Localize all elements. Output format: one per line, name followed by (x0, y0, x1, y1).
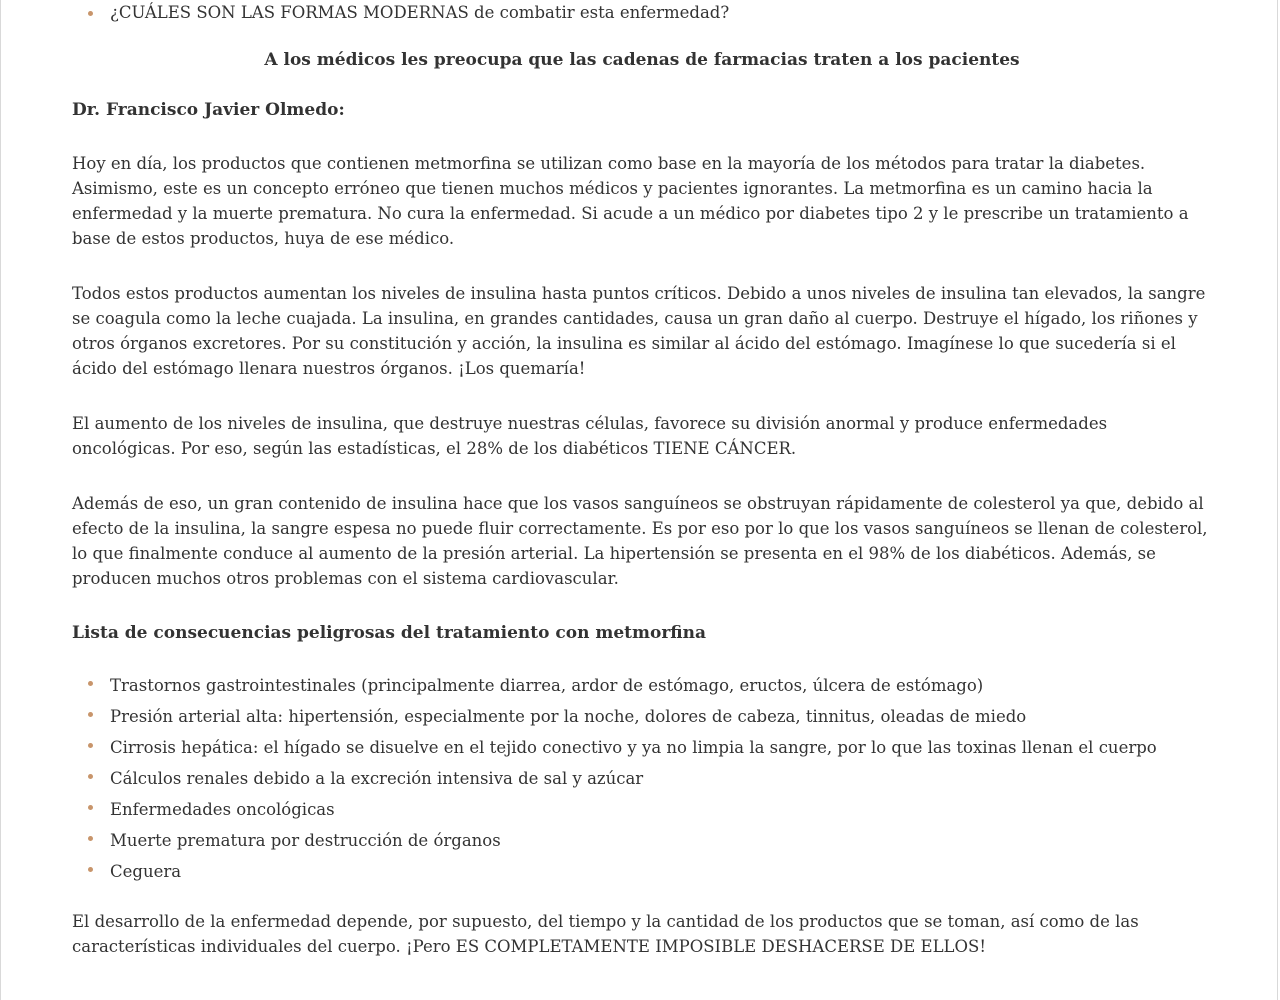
list-item: Trastornos gastrointestinales (principalmente diarrea, ardor de estómago, eructos, úlcera de estómago) (72, 670, 1212, 701)
closing-paragraph: El desarrollo de la enfermedad depende, por supuesto, del tiempo y la cantidad de los productos que se toman, así como de las características individuales del cuerpo. ¡Pero ES COMPLETAMENTE IMPOSIBLE DESHACERSE DE ELLOS! (72, 912, 1139, 956)
consequences-list (72, 670, 1212, 887)
list-item: Enfermedades oncológicas (72, 794, 1212, 825)
author-name: Dr. Francisco Javier Olmedo: (72, 100, 345, 120)
list-item: Cirrosis hepática: el hígado se disuelve en el tejido conectivo y ya no limpia la sangre, por lo que las toxinas llenan el cuerpo (72, 732, 1212, 763)
paragraph-4: Además de eso, un gran contenido de insulina hace que los vasos sanguíneos se obstruyan rápidamente de colesterol ya que, debido al efecto de la insulina, la sangre espesa no puede fluir correctamente. Es por eso por lo que los vasos sanguíneos se llenan de colesterol, lo que finalmente conduce al aumento de la presión arterial. La hipertensión se presenta en el 98% de los diabéticos. Además, se producen muchos otros problemas con el sistema cardiovascular. (72, 494, 1208, 588)
list-item: Muerte prematura por destrucción de órganos (72, 825, 1212, 856)
paragraph-2: Todos estos productos aumentan los niveles de insulina hasta puntos críticos. Debido a unos niveles de insulina tan elevados, la sangre se coagula como la leche cuajada. La insulina, en grandes cantidades, causa un gran daño al cuerpo. Destruye el hígado, los riñones y otros órganos excretores. Por su constitución y acción, la insulina es similar al ácido del estómago. Imagínese lo que sucedería si el ácido del estómago llenara nuestros órganos. ¡Los quemaría! (72, 284, 1206, 378)
paragraph-3: El aumento de los niveles de insulina, que destruye nuestras células, favorece su división anormal y produce enfermedades oncológicas. Por eso, según las estadísticas, el 28% de los diabéticos TIENE CÁNCER. (72, 414, 1108, 458)
article-content (72, 0, 1212, 959)
list-item: Cálculos renales debido a la excreción intensiva de sal y azúcar (72, 763, 1212, 794)
list-item: ¿CUÁLES SON LAS FORMAS MODERNAS de combatir esta enfermedad? (72, 0, 1212, 25)
list-heading: Lista de consecuencias peligrosas del tratamiento con metmorfina (72, 623, 707, 643)
list-item: Presión arterial alta: hipertensión, especialmente por la noche, dolores de cabeza, tinnitus, oleadas de miedo (72, 701, 1212, 732)
intro-list (72, 0, 1212, 25)
list-item: Ceguera (72, 856, 1212, 887)
paragraph-1: Hoy en día, los productos que contienen metmorfina se utilizan como base en la mayoría de los métodos para tratar la diabetes. Asimismo, este es un concepto erróneo que tienen muchos médicos y pacientes ignorantes. La metmorfina es un camino hacia la enfermedad y la muerte prematura. No cura la enfermedad. Si acude a un médico por diabetes tipo 2 y le prescribe un tratamiento a base de estos productos, huya de ese médico. (72, 154, 1189, 248)
section-heading: A los médicos les preocupa que las cadenas de farmacias traten a los pacientes (264, 50, 1020, 70)
